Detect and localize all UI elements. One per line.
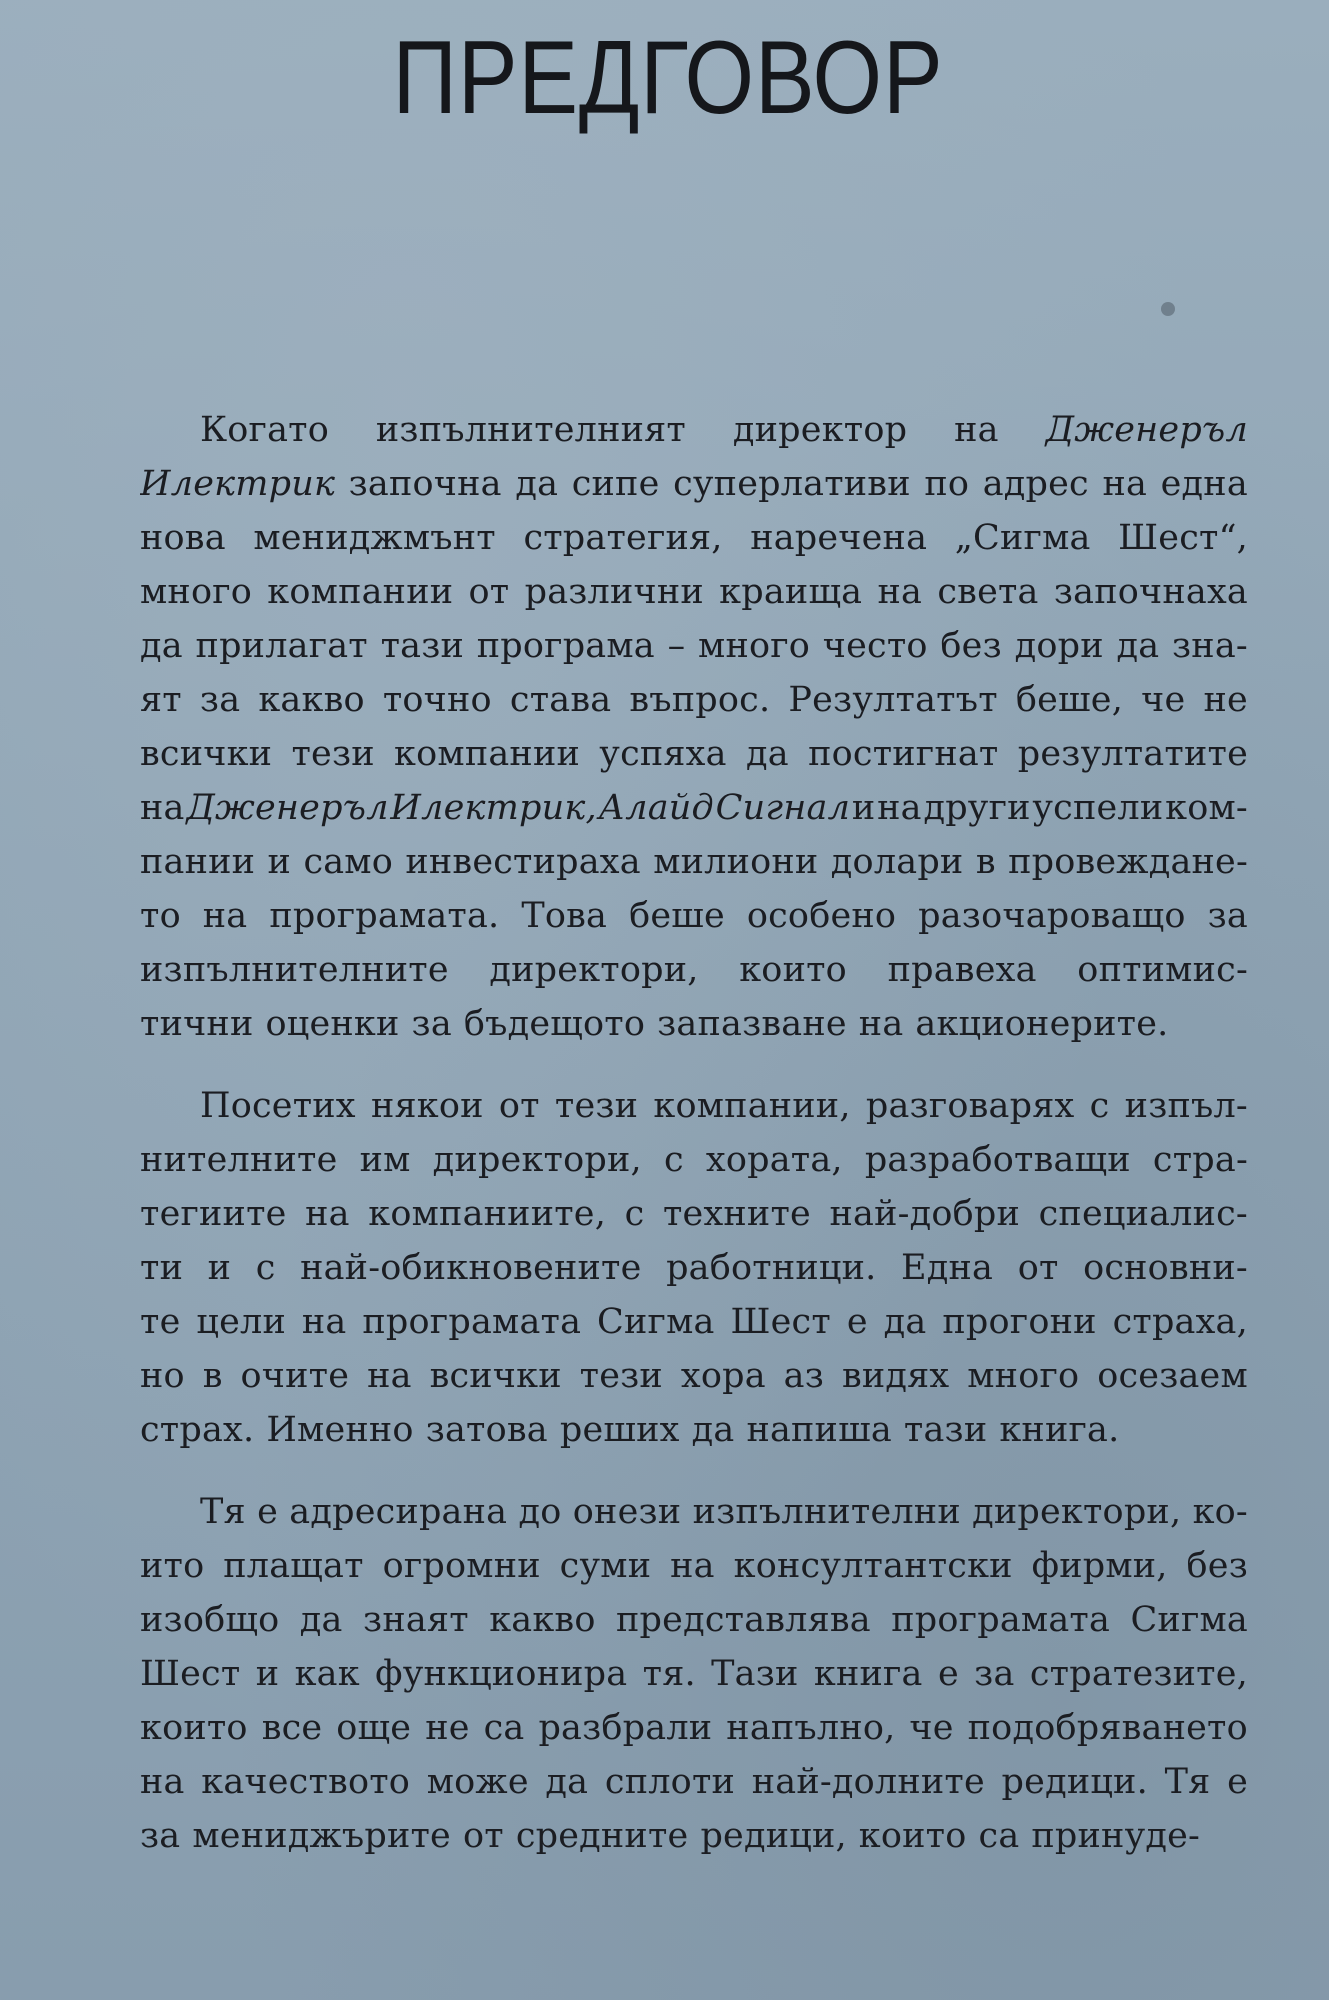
word: –	[667, 626, 686, 666]
word: на	[954, 410, 999, 450]
word: правеха	[887, 950, 1037, 990]
word: оптимис-	[1077, 950, 1248, 990]
word: да	[691, 1410, 735, 1450]
word: Шест	[140, 1654, 241, 1694]
word: от	[468, 572, 510, 612]
word: всички	[140, 734, 273, 774]
word: акционерите.	[915, 1004, 1169, 1044]
word: тази	[903, 1410, 988, 1450]
word: беше,	[1015, 680, 1124, 720]
word: не	[1203, 680, 1248, 720]
word: ят	[140, 680, 182, 720]
word: света	[937, 572, 1039, 612]
word: в	[975, 842, 996, 882]
text-line	[140, 727, 1248, 781]
word: от	[462, 1816, 504, 1856]
word: е	[1227, 1762, 1248, 1802]
word: суми	[559, 1546, 652, 1586]
word: много	[698, 626, 811, 666]
word: видях	[841, 1356, 950, 1396]
word: беше	[629, 896, 725, 936]
word: на	[202, 896, 248, 936]
word: разочароващо	[918, 896, 1186, 936]
paragraph	[140, 403, 1248, 1051]
word: тези	[291, 734, 375, 774]
word: прогони	[942, 1302, 1097, 1342]
word: разработващи	[864, 1140, 1131, 1180]
word: много	[967, 1356, 1080, 1396]
word: нова	[140, 518, 226, 558]
word: адрес	[982, 464, 1089, 504]
word: страха,	[1112, 1302, 1248, 1342]
word: тя.	[642, 1654, 696, 1694]
word: изобщо	[140, 1600, 280, 1640]
word: които	[140, 1708, 248, 1748]
text-line	[140, 1295, 1248, 1349]
word: различни	[524, 572, 704, 612]
word: на	[305, 1194, 350, 1234]
word: милиони	[653, 842, 819, 882]
word: напълно,	[726, 1708, 896, 1748]
word: разбрали	[538, 1708, 713, 1748]
word: редици.	[1001, 1762, 1148, 1802]
word: на	[858, 1004, 904, 1044]
word: то	[140, 896, 181, 936]
word: ком-	[1165, 788, 1248, 828]
word: Алайд	[598, 788, 714, 828]
word: са	[978, 1816, 1020, 1856]
word: прилагат	[195, 626, 368, 666]
text-line	[140, 565, 1248, 619]
word: тази	[380, 626, 465, 666]
word: бъдещото	[463, 1004, 646, 1044]
word: които	[858, 1816, 967, 1856]
word: изпълнителни	[692, 1492, 961, 1532]
word: компании	[394, 734, 580, 774]
word: за	[140, 1816, 181, 1856]
word: страх.	[140, 1410, 255, 1450]
word: директори,	[432, 1140, 642, 1180]
dust-spot	[1161, 302, 1175, 316]
word: какво	[489, 1600, 596, 1640]
word: и	[207, 1248, 232, 1288]
word: да	[515, 464, 559, 504]
text-line	[140, 1079, 1248, 1133]
word: долари	[830, 842, 964, 882]
word: консултантски	[733, 1546, 1013, 1586]
word: тези	[579, 1356, 663, 1396]
word: на	[140, 1762, 185, 1802]
word: компании	[267, 572, 454, 612]
word: постигнат	[808, 734, 999, 774]
word: Илектрик	[140, 464, 336, 504]
word: компании,	[653, 1086, 851, 1126]
word: на	[140, 788, 185, 828]
word: все	[261, 1708, 323, 1748]
word: да	[299, 1600, 343, 1640]
word: на	[367, 1356, 412, 1396]
text-line	[140, 943, 1248, 997]
text-line	[140, 1593, 1248, 1647]
word: са	[483, 1708, 525, 1748]
word: с	[663, 1140, 684, 1180]
word: и	[255, 1654, 280, 1694]
text-line	[140, 511, 1248, 565]
word: е	[846, 1302, 868, 1342]
word: Това	[521, 896, 608, 936]
word: изпълнителният	[375, 410, 687, 450]
word: нителните	[140, 1140, 338, 1180]
text-line	[140, 997, 1248, 1051]
word: за	[199, 680, 241, 720]
word: редици,	[700, 1816, 847, 1856]
word: въпрос.	[629, 680, 771, 720]
word: тични	[140, 1004, 254, 1044]
word: да	[745, 734, 789, 774]
word: техните	[662, 1194, 811, 1234]
word: онези	[572, 1492, 682, 1532]
paragraph	[140, 1485, 1248, 1863]
text-line	[140, 1349, 1248, 1403]
word: запазване	[657, 1004, 847, 1044]
word: че	[1141, 680, 1186, 720]
word: особено	[746, 896, 897, 936]
word: резултатите	[1017, 734, 1248, 774]
word: зна-	[1172, 626, 1248, 666]
word: тези	[554, 1086, 639, 1126]
word: само	[303, 842, 394, 882]
word: мениджмънт	[253, 518, 496, 558]
word: Шест	[730, 1302, 831, 1342]
word: стратегия,	[523, 518, 723, 558]
word: представлява	[616, 1600, 871, 1640]
word: най-добри	[829, 1194, 1021, 1234]
word: очите	[240, 1356, 350, 1396]
word: фирми,	[1031, 1546, 1168, 1586]
word: програмата	[891, 1600, 1111, 1640]
word: на	[877, 572, 923, 612]
word: директори,	[972, 1492, 1182, 1532]
body-text	[140, 403, 1248, 1863]
word: в	[202, 1356, 223, 1396]
word: точно	[382, 680, 492, 720]
word: за	[411, 1004, 452, 1044]
word: адресирана	[289, 1492, 508, 1532]
word: започнаха	[1053, 572, 1248, 612]
word: знаят	[363, 1600, 469, 1640]
word: плащат	[223, 1546, 364, 1586]
text-line	[140, 781, 1248, 835]
text-line	[140, 835, 1248, 889]
word: работници.	[666, 1248, 877, 1288]
word: книга	[813, 1654, 923, 1694]
word: директори,	[489, 950, 699, 990]
word: цели	[196, 1302, 286, 1342]
paragraph-gap	[140, 1051, 1248, 1079]
word: често	[822, 626, 928, 666]
word: на	[670, 1546, 715, 1586]
word: реших	[559, 1410, 680, 1450]
word: успяха	[599, 734, 727, 774]
word: те	[140, 1302, 181, 1342]
word: е	[937, 1654, 959, 1694]
word: други	[923, 788, 1031, 828]
word: по	[924, 464, 970, 504]
word: средните	[515, 1816, 689, 1856]
word: сплоти	[604, 1762, 736, 1802]
word: Дженеръл	[1045, 410, 1248, 450]
word: хората,	[705, 1140, 843, 1180]
word: да	[1116, 626, 1160, 666]
word: Когато	[200, 410, 329, 450]
word: Тази	[711, 1654, 799, 1694]
word: да	[883, 1302, 927, 1342]
word: без	[1186, 1546, 1248, 1586]
word: суперлативи	[673, 464, 911, 504]
text-line	[140, 619, 1248, 673]
word: компаниите,	[368, 1194, 607, 1234]
word: осезаем	[1097, 1356, 1248, 1396]
word: които	[739, 950, 847, 990]
text-line	[140, 889, 1248, 943]
word: подобряването	[967, 1708, 1248, 1748]
word: инвестираха	[405, 842, 641, 882]
text-line	[140, 1241, 1248, 1295]
word: Тя	[200, 1492, 246, 1532]
word: без	[940, 626, 1002, 666]
word: наречена	[750, 518, 928, 558]
word: Сигма	[1130, 1600, 1248, 1640]
word: ко-	[1192, 1492, 1248, 1532]
word: на	[1102, 464, 1148, 504]
word: всички	[429, 1356, 562, 1396]
word: разговарях	[865, 1086, 1075, 1126]
word: става	[509, 680, 612, 720]
word: им	[359, 1140, 411, 1180]
word: от	[1017, 1248, 1059, 1288]
word: качеството	[201, 1762, 411, 1802]
word: дори	[1014, 626, 1104, 666]
word: оценки	[265, 1004, 400, 1044]
word: краища	[719, 572, 863, 612]
word: Сигнал	[715, 788, 851, 828]
word: още	[336, 1708, 412, 1748]
word: пании	[140, 842, 256, 882]
word: хора	[680, 1356, 766, 1396]
word: какво	[258, 680, 365, 720]
word: може	[426, 1762, 529, 1802]
word: много	[140, 572, 253, 612]
word: някои	[370, 1086, 484, 1126]
word: основни-	[1083, 1248, 1248, 1288]
word: и	[851, 788, 876, 828]
word: Шест“,	[1118, 518, 1248, 558]
word: на	[301, 1302, 347, 1342]
word: да	[545, 1762, 589, 1802]
word: успели	[1032, 788, 1164, 828]
word: Тя	[1164, 1762, 1211, 1802]
word: с	[624, 1194, 645, 1234]
word: директор	[732, 410, 908, 450]
word: сипе	[571, 464, 660, 504]
text-line	[140, 1539, 1248, 1593]
word: и	[267, 842, 292, 882]
word: за	[1207, 896, 1248, 936]
word: започна	[348, 464, 502, 504]
word: Посетих	[200, 1086, 356, 1126]
paragraph-gap	[140, 1457, 1248, 1485]
text-line	[140, 1187, 1248, 1241]
word: „Сигма	[954, 518, 1091, 558]
page-title: ПРЕДГОВОР	[392, 20, 944, 136]
word: тегиите	[140, 1194, 287, 1234]
word: но	[140, 1356, 185, 1396]
word: Дженеръл	[186, 788, 389, 828]
word: Именно	[266, 1410, 414, 1450]
word: програмата	[362, 1302, 582, 1342]
word: огромни	[382, 1546, 541, 1586]
text-line	[140, 1485, 1248, 1539]
word: най-обикновените	[300, 1248, 642, 1288]
word: с	[255, 1248, 276, 1288]
word: аз	[783, 1356, 825, 1396]
text-line	[140, 673, 1248, 727]
word: изпъл-	[1124, 1086, 1248, 1126]
text-line	[140, 1133, 1248, 1187]
text-line	[140, 1755, 1248, 1809]
word: функционира	[375, 1654, 628, 1694]
word: ти	[140, 1248, 184, 1288]
word: една	[1160, 464, 1248, 504]
word: стратезите,	[1029, 1654, 1248, 1694]
word: затова	[425, 1410, 548, 1450]
word: за	[974, 1654, 1015, 1694]
word: е	[257, 1492, 279, 1532]
paragraph	[140, 1079, 1248, 1457]
word: до	[518, 1492, 562, 1532]
word: програма	[476, 626, 655, 666]
word: програмата.	[269, 896, 500, 936]
word: изпълнителните	[140, 950, 449, 990]
text-line	[140, 1403, 1248, 1457]
word: ито	[140, 1546, 205, 1586]
word: от	[498, 1086, 540, 1126]
word: най-долните	[751, 1762, 985, 1802]
word: Една	[901, 1248, 994, 1288]
text-line	[140, 403, 1248, 457]
word: Илектрик,	[390, 788, 597, 828]
text-line	[140, 1809, 1248, 1863]
word: книга.	[999, 1410, 1120, 1450]
word: че	[909, 1708, 954, 1748]
text-line	[140, 1647, 1248, 1701]
text-line	[140, 457, 1248, 511]
word: Сигма	[597, 1302, 715, 1342]
word: провеждане-	[1008, 842, 1248, 882]
word: не	[425, 1708, 470, 1748]
word: принуде-	[1031, 1816, 1201, 1856]
word: на	[877, 788, 922, 828]
word: специалис-	[1038, 1194, 1248, 1234]
word: стра-	[1152, 1140, 1248, 1180]
word: Резултатът	[788, 680, 998, 720]
word: как	[294, 1654, 360, 1694]
word: да	[140, 626, 183, 666]
word: с	[1089, 1086, 1110, 1126]
text-line	[140, 1701, 1248, 1755]
word: мениджърите	[192, 1816, 451, 1856]
word: напиша	[746, 1410, 892, 1450]
